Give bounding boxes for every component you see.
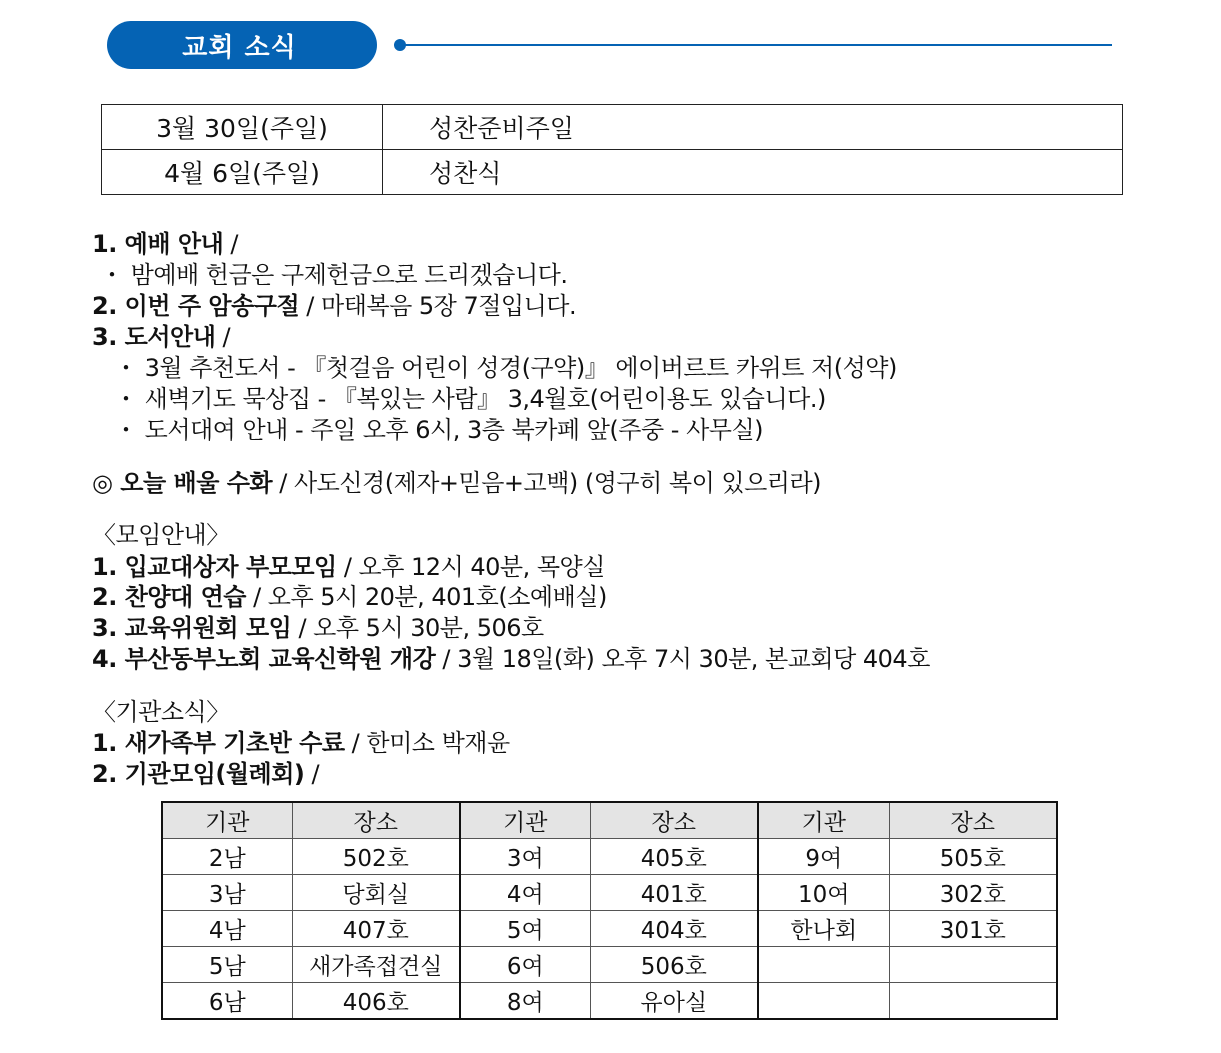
schedule-date: 4월 6일(주일): [102, 150, 383, 195]
org-item: [92, 759, 319, 790]
notice-text: / 사도신경(제자+믿음+고백) (영구히 복이 있으리라): [272, 469, 822, 497]
location-cell: 505호: [889, 839, 1057, 875]
org-name-cell: 5남: [162, 947, 292, 983]
column-header: 기관: [758, 802, 889, 839]
org-name-cell: 8여: [460, 983, 590, 1020]
meeting-heading: 1. 입교대상자 부모모임: [92, 553, 337, 581]
table-row: [102, 105, 1123, 150]
schedule-date: 3월 30일(주일): [102, 105, 383, 150]
meeting-heading: 4. 부산동부노회 교육신학원 개강: [92, 645, 436, 673]
org-name-cell: 5여: [460, 911, 590, 947]
org-meeting-table: [161, 801, 1058, 1020]
location-cell: 302호: [889, 875, 1057, 911]
org-title: 〈기관소식〉: [92, 698, 230, 726]
column-header: 장소: [292, 802, 460, 839]
location-cell: 새가족접견실: [292, 947, 460, 983]
location-cell: [889, 947, 1057, 983]
meeting-text: / 오후 12시 40분, 목양실: [336, 553, 605, 581]
org-name-cell: 3남: [162, 875, 292, 911]
section-title-badge: [107, 21, 377, 69]
location-cell: 406호: [292, 983, 460, 1020]
org-heading: 1. 새가족부 기초반 수료: [92, 729, 345, 757]
notice-memory-verse: [92, 291, 576, 322]
notice-heading: 1. 예배 안내: [92, 230, 224, 258]
notice-text: /: [215, 323, 231, 351]
table-header-row: [162, 802, 1057, 839]
notice-heading: 2. 이번 주 암송구절: [92, 292, 300, 320]
meeting-text: / 오후 5시 30분, 506호: [291, 614, 544, 642]
location-cell: 506호: [590, 947, 758, 983]
location-cell: 유아실: [590, 983, 758, 1020]
org-name-cell: 4여: [460, 875, 590, 911]
org-text: / 한미소 박재윤: [344, 729, 510, 757]
org-name-cell: 3여: [460, 839, 590, 875]
location-cell: 401호: [590, 875, 758, 911]
column-header: 기관: [162, 802, 292, 839]
section-title: 교회 소식: [182, 32, 297, 63]
notice-sign-language: [92, 468, 821, 499]
location-cell: 당회실: [292, 875, 460, 911]
org-name-cell: 한나회: [758, 911, 889, 947]
meeting-item: [92, 582, 607, 613]
notice-bullet: ・ 새벽기도 묵상집 - 『복있는 사람』 3,4월호(어린이용도 있습니다.): [114, 385, 826, 413]
table-row: [102, 150, 1123, 195]
notice-text: / 마태복음 5장 7절입니다.: [299, 292, 577, 320]
notice-books: [92, 322, 230, 353]
org-name-cell: 9여: [758, 839, 889, 875]
org-name-cell: 6여: [460, 947, 590, 983]
org-name-cell: 2남: [162, 839, 292, 875]
table-row: [162, 911, 1057, 947]
meeting-heading: 3. 교육위원회 모임: [92, 614, 292, 642]
title-rule: [404, 44, 1112, 46]
meeting-item: [92, 613, 544, 644]
notice-text: /: [223, 230, 238, 258]
schedule-table: [101, 104, 1123, 195]
org-name-cell: 10여: [758, 875, 889, 911]
notice-worship: [92, 229, 238, 260]
column-header: 장소: [590, 802, 758, 839]
table-row: [162, 947, 1057, 983]
meeting-text: / 오후 5시 20분, 401호(소예배실): [245, 583, 607, 611]
org-name-cell: 6남: [162, 983, 292, 1020]
meetings-title: 〈모임안내〉: [92, 521, 230, 549]
meeting-item: [92, 552, 605, 583]
org-name-cell: 4남: [162, 911, 292, 947]
notice-bullet: ・ 밤예배 헌금은 구제헌금으로 드리겠습니다.: [100, 261, 568, 289]
location-cell: 407호: [292, 911, 460, 947]
table-row: [162, 983, 1057, 1020]
location-cell: 405호: [590, 839, 758, 875]
location-cell: [889, 983, 1057, 1020]
org-heading: 2. 기관모임(월례회): [92, 760, 305, 788]
location-cell: 502호: [292, 839, 460, 875]
column-header: 장소: [889, 802, 1057, 839]
notice-bullet: ・ 도서대여 안내 - 주일 오후 6시, 3층 북카페 앞(주중 - 사무실): [114, 416, 763, 444]
org-name-cell: [758, 983, 889, 1020]
org-name-cell: [758, 947, 889, 983]
notice-heading: 3. 도서안내: [92, 323, 216, 351]
meeting-item: [92, 644, 930, 675]
org-item: [92, 728, 510, 759]
meeting-text: / 3월 18일(화) 오후 7시 30분, 본교회당 404호: [435, 645, 930, 673]
table-row: [162, 875, 1057, 911]
table-row: [162, 839, 1057, 875]
column-header: 기관: [460, 802, 590, 839]
location-cell: 301호: [889, 911, 1057, 947]
notice-bullet: ・ 3월 추천도서 - 『첫걸음 어린이 성경(구약)』 에이버르트 카위트 저(성약): [114, 354, 897, 382]
schedule-event: 성찬식: [383, 150, 1123, 195]
meeting-heading: 2. 찬양대 연습: [92, 583, 246, 611]
notice-heading: ◎ 오늘 배울 수화: [92, 469, 273, 497]
org-text: /: [304, 760, 320, 788]
schedule-event: 성찬준비주일: [383, 105, 1123, 150]
location-cell: 404호: [590, 911, 758, 947]
